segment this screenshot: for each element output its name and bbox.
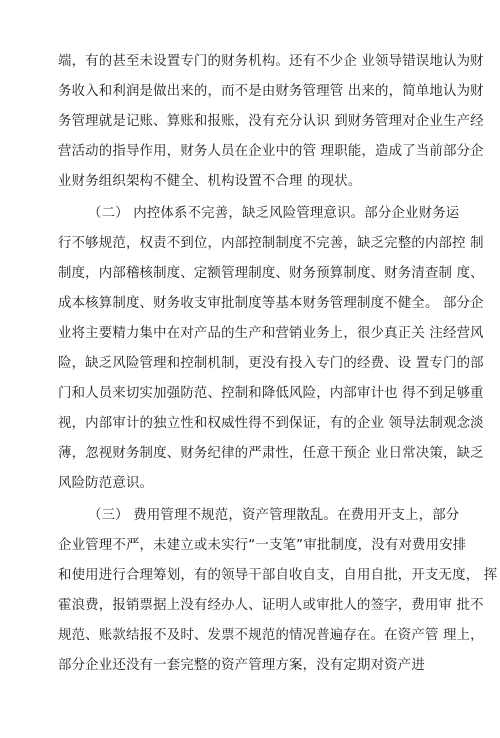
text-line: 部分企业还没有一套完整的资产管理方案，没有定期对资产进 (58, 658, 425, 673)
text-line: 业将主要精力集中在对产品的生产和营销业务上，很少真正关 注经营风 (58, 326, 484, 341)
text-line: 薄，忽视财务制度、财务纪律的严肃性，任意干预企 业日常决策，缺乏 (58, 446, 484, 461)
text-line: 营活动的指导作用，财务人员在企业中的管 理职能，造成了当前部分企 (58, 144, 484, 159)
text-line: 风险防范意识。 (58, 476, 154, 491)
text-line: 规范、账款结报不及时、发票不规范的情况普遍存在。在资产管 理上， (58, 628, 484, 643)
text-line: 制度，内部稽核制度、定额管理制度、财务预算制度、财务清查制 度、 (58, 266, 484, 281)
text-line: 企业管理不严，未建立或未实行“一支笔”审批制度，没有对费用安排 (58, 538, 467, 553)
text-line: 务管理就是记账、算账和报账，没有充分认识 到财务管理对企业生产经 (58, 114, 484, 129)
text-line: 险，缺乏风险管理和控制机制，更没有投入专门的经费、设 置专门的部 (58, 356, 484, 371)
text-line: 视，内部审计的独立性和权威性得不到保证，有的企业 领导法制观念淡 (58, 416, 484, 431)
text-line: 霍浪费，报销票据上没有经办人、证明人或审批人的签字，费用审 批不 (58, 598, 484, 613)
section-heading-line: （三） 费用管理不规范，资产管理散乱。在费用开支上，部分 (88, 508, 460, 523)
text-line: 业财务组织架构不健全、机构设置不合理 的现状。 (58, 174, 362, 189)
text-line: 成本核算制度、财务收支审批制度等基本财务管理制度不健全。 部分企 (58, 296, 484, 311)
text-line: 行不够规范，权责不到位，内部控制制度不完善，缺乏完整的内部控 制 (58, 236, 484, 251)
text-line: 和使用进行合理筹划，有的领导干部自收自支，自用自批，开支无度， 挥 (58, 568, 498, 583)
section-heading-line: （二） 内控体系不完善，缺乏风险管理意识。部分企业财务运 (88, 206, 460, 221)
text-line: 端，有的甚至未设置专门的财务机构。还有不少企 业领导错误地认为财 (58, 54, 484, 69)
text-line: 务收入和利润是做出来的，而不是由财务管理管 出来的，简单地认为财 (58, 84, 484, 99)
text-line: 门和人员来切实加强防范、控制和降低风险，内部审计也 得不到足够重 (58, 386, 484, 401)
